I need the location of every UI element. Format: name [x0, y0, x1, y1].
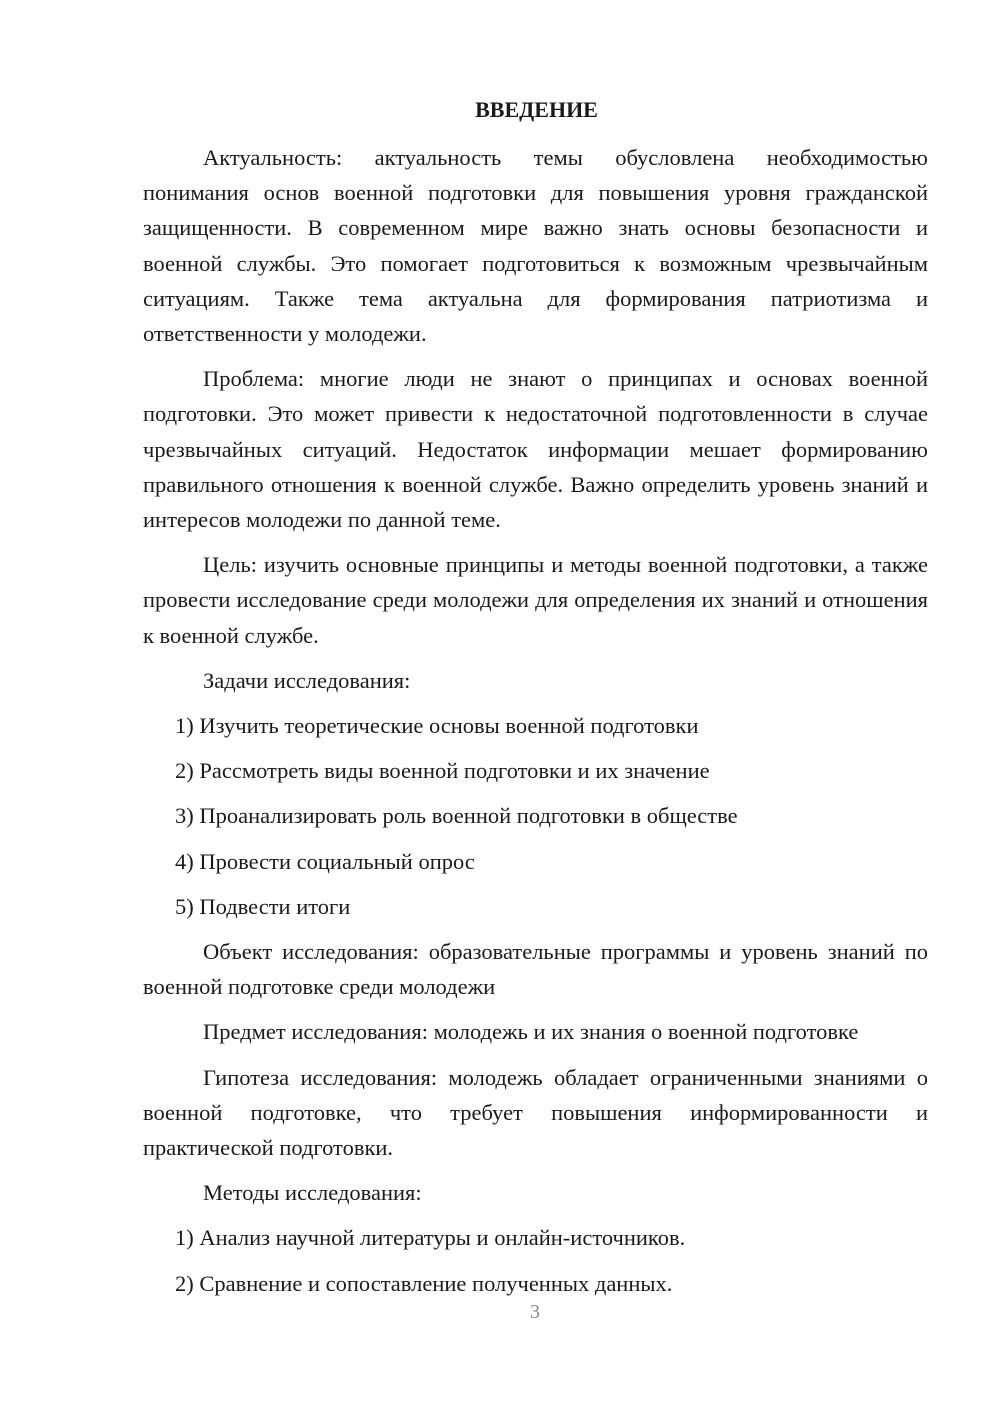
problem-paragraph: Проблема: многие люди не знают о принципах и основах военной подготовки. Это может привести к недостаточной подготовленности в случае чрезвычайных ситуаций. Недостаток информации мешает формированию правильного отношения к военной службе. Важно определить уровень знаний и интересов молодежи по данной теме. — [143, 366, 928, 533]
section-heading: ВВЕДЕНИЕ — [475, 97, 598, 122]
list-item: 3) Проанализировать роль военной подготовки в обществе — [175, 803, 738, 829]
page-number: 3 — [530, 1301, 540, 1323]
subject-paragraph: Предмет исследования: молодежь и их знания о военной подготовке — [203, 1019, 859, 1045]
list-item: 4) Провести социальный опрос — [175, 848, 475, 874]
methods-title: Методы исследования: — [203, 1180, 422, 1206]
list-item: 2) Рассмотреть виды военной подготовки и их значение — [175, 758, 710, 784]
document-page — [143, 92, 928, 1311]
methods-list — [143, 1220, 928, 1300]
relevance-paragraph: Актуальность: актуальность темы обусловлена необходимостью понимания основ военной подготовки для повышения уровня гражданской защищенности. В современном мире важно знать основы безопасности и военной службы. Это помогает подготовиться к возможным чрезвычайным ситуациям. Также тема актуальна для формирования патриотизма и ответственности у молодежи. — [143, 145, 928, 347]
list-item: 5) Подвести итоги — [175, 893, 351, 919]
list-item: 1) Анализ научной литературы и онлайн-источников. — [175, 1225, 686, 1251]
hypothesis-paragraph: Гипотеза исследования: молодежь обладает ограниченными знаниями о военной подготовке, что требует повышения информированности и практической подготовки. — [143, 1064, 928, 1161]
object-paragraph: Объект исследования: образовательные программы и уровень знаний по военной подготовке среди молодежи — [143, 939, 928, 1000]
tasks-list — [143, 708, 928, 924]
tasks-title: Задачи исследования: — [203, 667, 411, 693]
goal-paragraph: Цель: изучить основные принципы и методы военной подготовки, а также провести исследование среди молодежи для определения их знаний и отношения к военной службе. — [143, 552, 928, 648]
list-item: 1) Изучить теоретические основы военной подготовки — [175, 713, 699, 739]
list-item: 2) Сравнение и сопоставление полученных данных. — [175, 1270, 673, 1296]
